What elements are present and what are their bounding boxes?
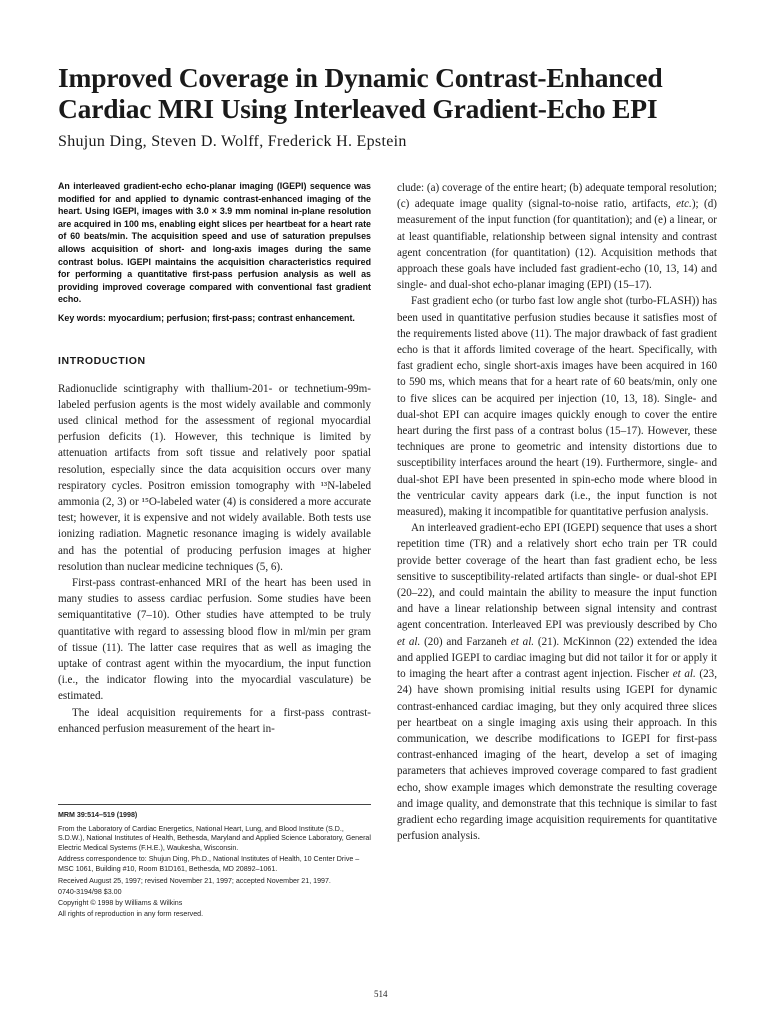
introduction-body <box>58 381 371 737</box>
abstract <box>58 180 371 325</box>
keywords: Key words: myocardium; perfusion; first-pass; contrast enhancement. <box>58 312 355 323</box>
title-line-1: Improved Coverage in Dynamic Contrast-Enhanced <box>58 62 663 93</box>
page-number: 514 <box>374 989 388 999</box>
footnotes <box>58 804 371 921</box>
right-p3-text-c: (21). McKinnon (22) extended the idea and applied IGEPI to cardiac imaging but did not tailor it for or apply it to imaging the heart after a contrast agent injection. Fischer <box>397 635 718 681</box>
right-p1-text-a: clude: (a) coverage of the entire heart; (b) adequate temporal resolution; (c) adequate image quality (signal-to-noise ratio, artifacts, <box>397 182 717 211</box>
journal-citation: MRM 39:514–519 (1998) <box>58 811 138 819</box>
right-column-body <box>397 180 717 844</box>
abstract-text: An interleaved gradient-echo echo-planar imaging (IGEPI) sequence was modified for and applied to dynamic contrast-enhanced imaging of the heart. Using IGEPI, images with 3.0 × 3.9 mm nominal in-plane resolution are acquired in 100 ms, enabling eight slices per heartbeat for a heart rate of 60 beats/min. The acquisition speed and use of saturation prepulses allows acquisition of short- and long-axis images during the same contrast bolus. IGEPI maintains the acquisition characteristics required for performing a quantitative first-pass perfusion analysis as well as providing improved coverage compared with conventional fast gradient echo. <box>58 181 371 305</box>
right-paragraph-2: Fast gradient echo (or turbo fast low angle shot (turbo-FLASH)) has been used in quantitative perfusion studies because it satisfies most of the requirements listed above (11). The major drawback of fast gradient echo is that it affords limited coverage of the heart. Specifically, with fast gradient echo, single short-axis images have been acquired in 160 to 590 ms, which means that for a heart rate of 60 beats/min, only one to five slices can be acquired per injection (10, 13, 18). Single- and dual-shot EPI can acquire images quickly enough to cover the entire heart during the first pass of a contrast bolus (15–17). However, these techniques are prone to geometric and intensity distortions due to susceptibility interfaces around the heart (19). Furthermore, single- and dual-shot EPI have been presented in spin-echo mode where blood in the ventricular cavity appears dark (i.e., the input function is not measured), making it incompatible for quantitative perfusion analysis. <box>397 295 717 519</box>
right-p1-etc: etc. <box>676 198 692 211</box>
correspondence-note: Address correspondence to: Shujun Ding, Ph.D., National Institutes of Health, 10 Center Drive – MSC 1061, Building #10, Room B1D161, Bethesda, MD 20892–1061. <box>58 855 360 873</box>
right-p3-text-b: (20) and Farzaneh <box>420 635 511 648</box>
right-p3-et-al-3: et al. <box>672 668 696 681</box>
right-p3-et-al-2: et al. <box>510 635 535 648</box>
copyright-note: Copyright © 1998 by Williams & Wilkins <box>58 898 183 907</box>
author-list: Shujun Ding, Steven D. Wolff, Frederick H. Epstein <box>58 133 407 150</box>
introduction-heading: INTRODUCTION <box>58 354 146 367</box>
right-p3-et-al-1: et al. <box>397 635 421 648</box>
left-column <box>58 180 371 737</box>
title-line-2: Cardiac MRI Using Interleaved Gradient-Echo EPI <box>58 93 658 124</box>
intro-paragraph-3: The ideal acquisition requirements for a first-pass contrast-enhanced perfusion measurement of the heart in- <box>58 706 371 735</box>
issn-note: 0740-3194/98 $3.00 <box>58 887 122 896</box>
intro-paragraph-2: First-pass contrast-enhanced MRI of the heart has been used in many studies to assess cardiac perfusion. Some studies have been semiquantitative (7–10). Other studies have attempted to be truly quantitative with regard to assessing blood flow in ml/min per gram of tissue (11). The latter case requires that as well as imaging the uptake of contrast agent within the myocardium, the input function (i.e., the indicator flowing into the myocardial vasculature) be estimated. <box>58 576 371 703</box>
right-column <box>397 180 717 844</box>
received-note: Received August 25, 1997; revised November 21, 1997; accepted November 21, 1997. <box>58 876 331 885</box>
rights-note: All rights of reproduction in any form reserved. <box>58 909 204 918</box>
right-p3-text-a: An interleaved gradient-echo EPI (IGEPI) sequence that uses a short repetition time (TR) and a relatively short echo train per TR could provide better coverage of the heart than fast gradient echo, be less sensitive to susceptibility-related artifacts than single- or dual-shot EPI (20–22), and could maintain the ability to measure the input function and have a linear relationship between signal intensity and contrast agent concentration. Interleaved EPI was previously described by Cho <box>397 522 717 632</box>
right-p1-text-b: ); (d) measurement of the input function (for quantitation); and (e) a linear, or at least quantifiable, relationship between signal intensity and contrast agent concentration (for quantitation) (12). Acquisition methods that approach these goals have included fast gradient-echo (10, 13, 14) and single- and dual-shot echo-planar imaging (EPI) (15–17). <box>397 198 717 292</box>
affiliation-note: From the Laboratory of Cardiac Energetics, National Heart, Lung, and Blood Institute (S.D., S.D.W.), National Institutes of Health, Bethesda, Maryland and Applied Science Laboratory, General Electric Medical Systems (F.H.E.), Waukesha, Wisconsin. <box>58 824 371 852</box>
intro-paragraph-1: Radionuclide scintigraphy with thallium-201- or technetium-99m-labeled perfusion agents is the most widely available and commonly used clinical method for the assessment of regional myocardial perfusion deficits (1). However, this technique is limited by attenuation artifacts from soft tissue and relatively poor spatial resolution, especially since the data acquisition occurs over many respiratory cycles. Positron emission tomography with ¹³N-labeled ammonia (2, 3) or ¹⁵O-labeled water (4) is considered a more accurate test; however, it is expensive and not widely available. Both tests use ionizing radiation. Magnetic resonance imaging is widely available and has the potential of producing perfusion images at higher resolution than nuclear medicine techniques (5, 6). <box>58 382 371 573</box>
right-p3-text-d: (23, 24) have shown promising initial results using IGEPI for dynamic contrast-enhanced cardiac imaging, but they only acquired three slices per heartbeat on a single imaging axis using their approach. In this communication, we describe modifications to IGEPI for first-pass contrast-enhanced imaging of the heart, develop a set of imaging parameters that achieves improved coverage compared to fast gradient echo, show example images which demonstrate the resulting coverage and image quality, and demonstrate that this technique is similar to fast gradient echo regarding image acquisition requirements for quantitative perfusion analysis. <box>397 668 717 843</box>
article-title <box>58 62 738 124</box>
right-paragraph-3 <box>397 520 717 844</box>
right-paragraph-1 <box>397 180 717 293</box>
